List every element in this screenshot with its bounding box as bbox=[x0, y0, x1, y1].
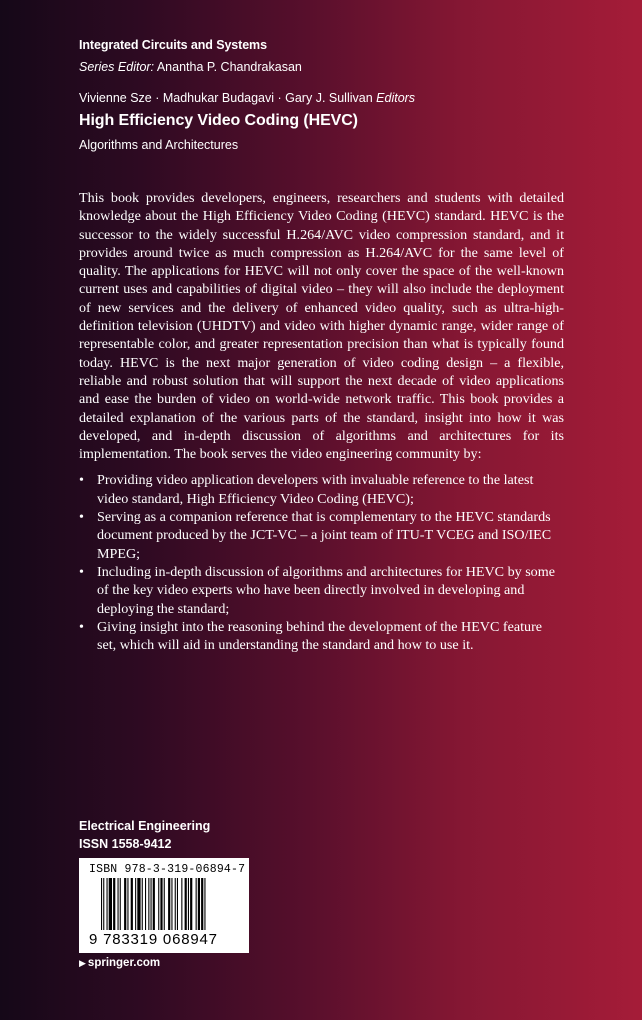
book-subtitle: Algorithms and Architectures bbox=[79, 138, 239, 152]
bullet-list bbox=[79, 471, 564, 654]
bullet-item: • Including in-depth discussion of algorithms and architectures for HEVC by some of the key video experts who have been directly involved in developing and deploying the standard; bbox=[79, 563, 564, 618]
series-editor bbox=[79, 60, 302, 74]
bullet-item: • Giving insight into the reasoning behind the development of the HEVC feature set, which will aid in understanding the standard and how to use it. bbox=[79, 618, 564, 655]
series-title: Integrated Circuits and Systems bbox=[79, 38, 267, 52]
book-editors bbox=[79, 91, 415, 105]
bullet-item: • Serving as a companion reference that is complementary to the HEVC standards document produced by the JCT-VC – a joint team of ITU-T VCEG and ISO/IEC MPEG; bbox=[79, 508, 564, 563]
website-label: springer.com bbox=[87, 957, 161, 969]
subject-category: Electrical Engineering bbox=[79, 819, 211, 833]
barcode-digits: 9 783319 068947 bbox=[89, 931, 218, 948]
issn: ISSN 1558-9412 bbox=[79, 837, 172, 851]
isbn-barcode bbox=[79, 858, 249, 953]
publisher-website[interactable] bbox=[79, 957, 160, 969]
book-title: High Efficiency Video Coding (HEVC) bbox=[79, 112, 358, 129]
description-paragraph: This book provides developers, engineers, researchers and students with detailed knowledge about the High Efficiency Video Coding (HEVC) standard. HEVC is the successor to the widely successful H.264/AVC video compression standard, and it provides around twice as much compression as H.264/AVC for the same level of quality. The applications for HEVC will not only cover the space of the well-known current uses and capabilities of digital video – they will also include the deployment of new services and the delivery of enhanced video quality, such as ultra-high-definition television (UHDTV) and video with higher dynamic range, wider range of representable color, and greater representation precision than what is typically found today. HEVC is the next major generation of video coding design – a flexible, reliable and robust solution that will support the next decade of video applications and ease the burden of video on world-wide network traffic. This book provides a detailed explanation of the various parts of the standard, insight into how it was developed, and in-depth discussion of algorithms and architectures for its implementation. The book serves the video engineering community by: bbox=[79, 190, 564, 463]
series-editor-label: Series Editor: bbox=[79, 60, 155, 74]
series-editor-name: Anantha P. Chandrakasan bbox=[156, 60, 302, 74]
isbn-label: ISBN 978-3-319-06894-7 bbox=[89, 863, 246, 876]
editors-label: Editors bbox=[376, 91, 416, 105]
bullet-item: • Providing video application developers with invaluable reference to the latest video standard, High Efficiency Video Coding (HEVC); bbox=[79, 471, 564, 508]
description bbox=[79, 189, 564, 654]
arrow-right-icon: ▶ bbox=[79, 958, 86, 968]
editor-names: Vivienne Sze · Madhukar Budagavi · Gary J. Sullivan bbox=[79, 91, 373, 105]
